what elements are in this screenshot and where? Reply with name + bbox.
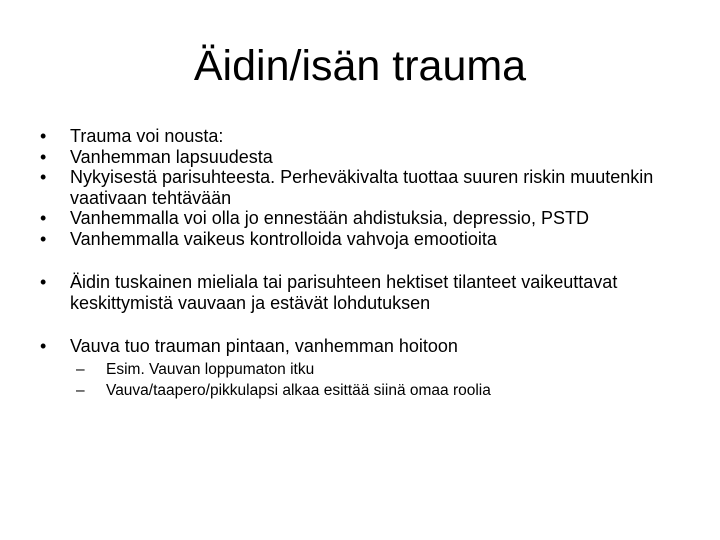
spacer [36, 313, 696, 336]
bullet-text: Äidin tuskainen mieliala tai parisuhteen hektiset tilanteet vaikeuttavat keskittymistä vauvaan ja estävät lohdutuksen [70, 272, 618, 313]
bullet-marker: • [40, 146, 47, 167]
bullet-item [36, 272, 696, 313]
bullet-text: Vanhemmalla vaikeus kontrolloida vahvoja emootioita [70, 228, 497, 249]
bullet-item [36, 167, 696, 208]
bullet-text: Trauma voi nousta: [70, 126, 224, 146]
bullet-text: Vanhemmalla voi olla jo ennestään ahdistuksia, depressio, PSTD [70, 208, 589, 228]
bullet-marker: • [40, 336, 47, 356]
bullet-marker: • [40, 272, 47, 292]
sub-bullet-item [36, 359, 696, 380]
spacer [36, 249, 696, 272]
bullet-item [36, 229, 696, 250]
sub-bullet-text: Vauva/taapero/pikkulapsi alkaa esittää siinä omaa roolia [106, 381, 491, 399]
bullet-item [36, 126, 696, 147]
sub-bullet-text: Esim. Vauvan loppumaton itku [106, 360, 315, 378]
bullet-marker: • [40, 126, 47, 146]
bullet-item [36, 147, 696, 168]
bullet-marker: • [40, 167, 47, 187]
dash-marker: – [76, 360, 85, 378]
bullet-item [36, 336, 696, 357]
bullet-item [36, 208, 696, 229]
bullet-text: Nykyisestä parisuhteesta. Perheväkivalta tuottaa suuren riskin muutenkin vaativaan tehtävään [70, 167, 654, 208]
bullet-list [36, 126, 696, 401]
bullet-marker: • [40, 228, 47, 249]
sub-bullet-list [36, 359, 696, 401]
bullet-text: Vanhemman lapsuudesta [70, 146, 273, 167]
bullet-text: Vauva tuo trauman pintaan, vanhemman hoitoon [70, 336, 458, 356]
dash-marker: – [76, 381, 85, 399]
sub-bullet-item [36, 380, 696, 401]
slide-title: Äidin/isän trauma [193, 42, 527, 90]
bullet-marker: • [40, 208, 47, 228]
